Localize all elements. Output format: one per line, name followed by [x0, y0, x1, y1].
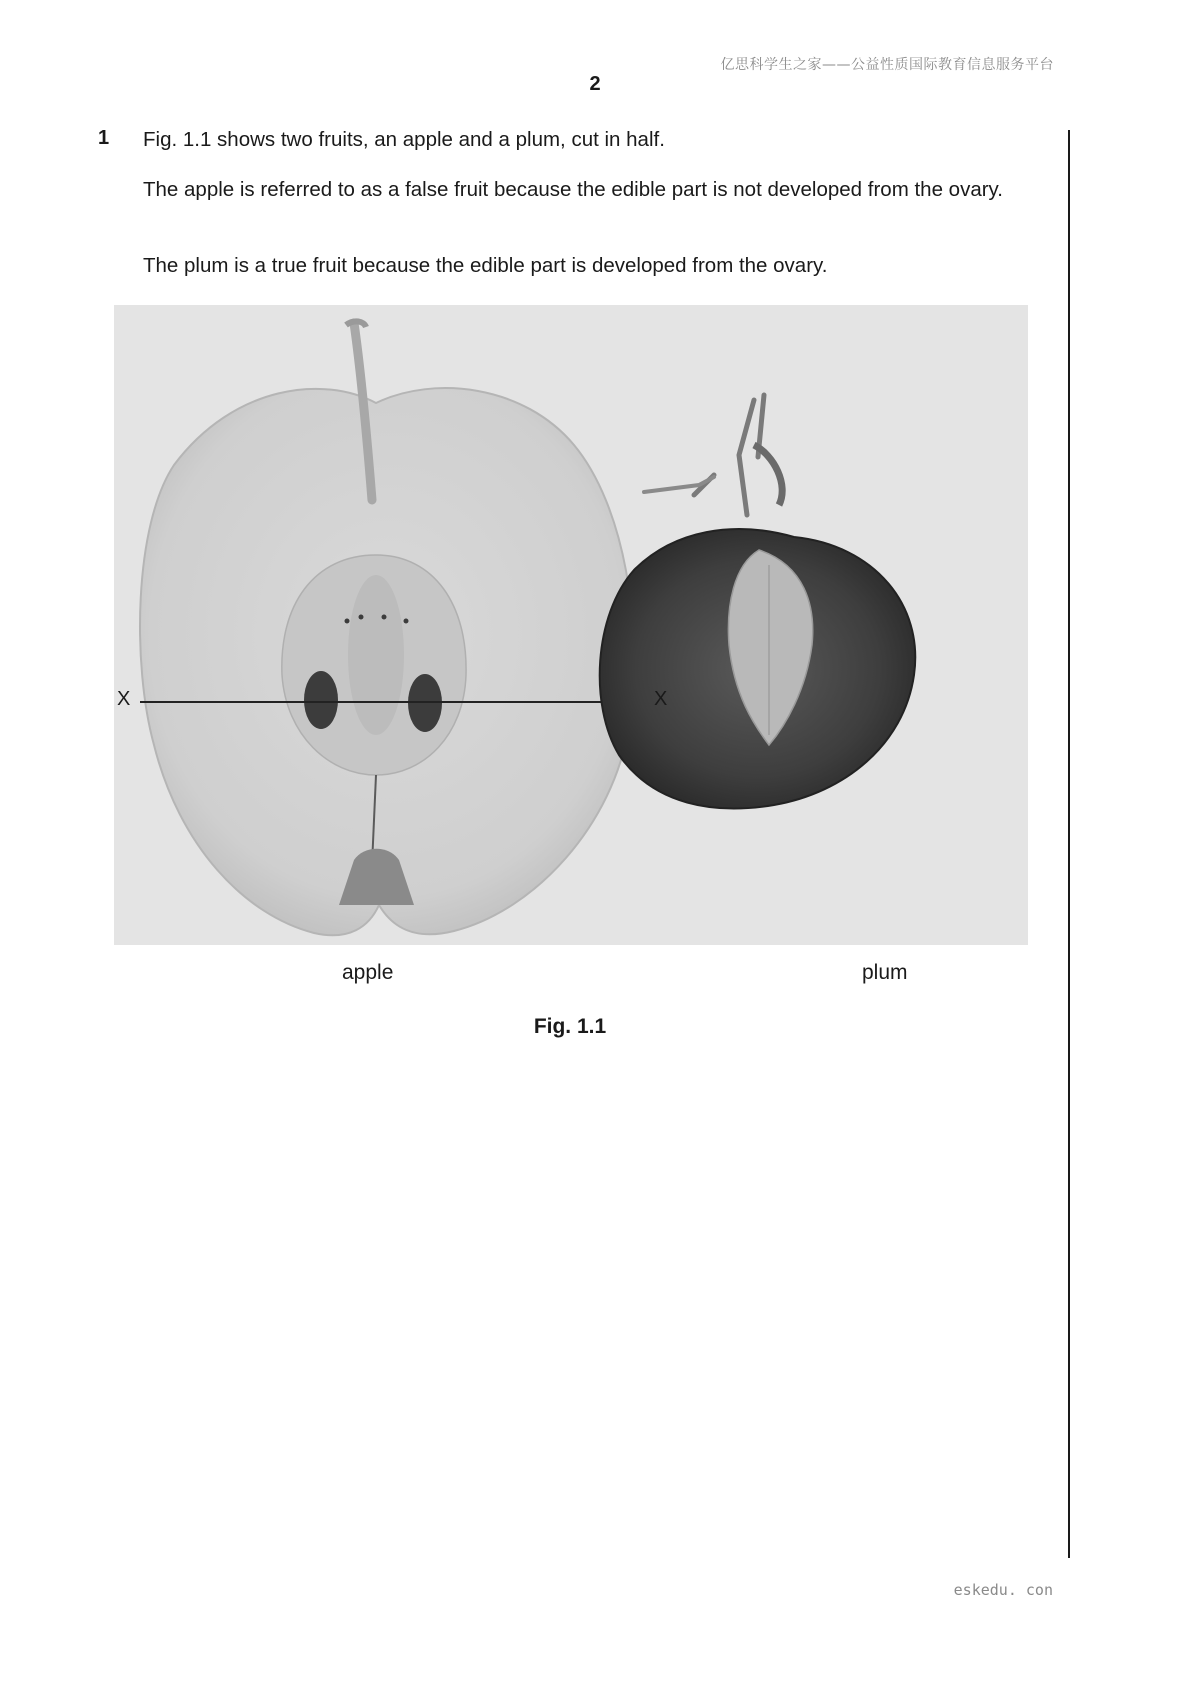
fruit-illustration	[114, 305, 1028, 945]
caption-apple: apple	[342, 961, 394, 984]
footer-site: eskedu. con	[953, 1581, 1053, 1599]
margin-line	[1068, 130, 1070, 1558]
question-intro: Fig. 1.1 shows two fruits, an apple and a plum, cut in half.	[143, 128, 665, 151]
x-label-left: X	[117, 688, 131, 710]
header-watermark: 亿思科学生之家——公益性质国际教育信息服务平台	[720, 57, 1054, 73]
question-false-fruit-text: The apple is referred to as a false fruit because the edible part is not developed from the ovary.	[143, 178, 1003, 201]
question-number: 1	[98, 127, 110, 149]
page-number: 2	[589, 73, 601, 95]
question-true-fruit-text: The plum is a true fruit because the edible part is developed from the ovary.	[143, 254, 828, 277]
caption-plum: plum	[862, 961, 908, 984]
figure-title: Fig. 1.1	[533, 1015, 607, 1038]
fruit-photo	[114, 305, 1028, 945]
x-label-right: X	[654, 688, 668, 710]
